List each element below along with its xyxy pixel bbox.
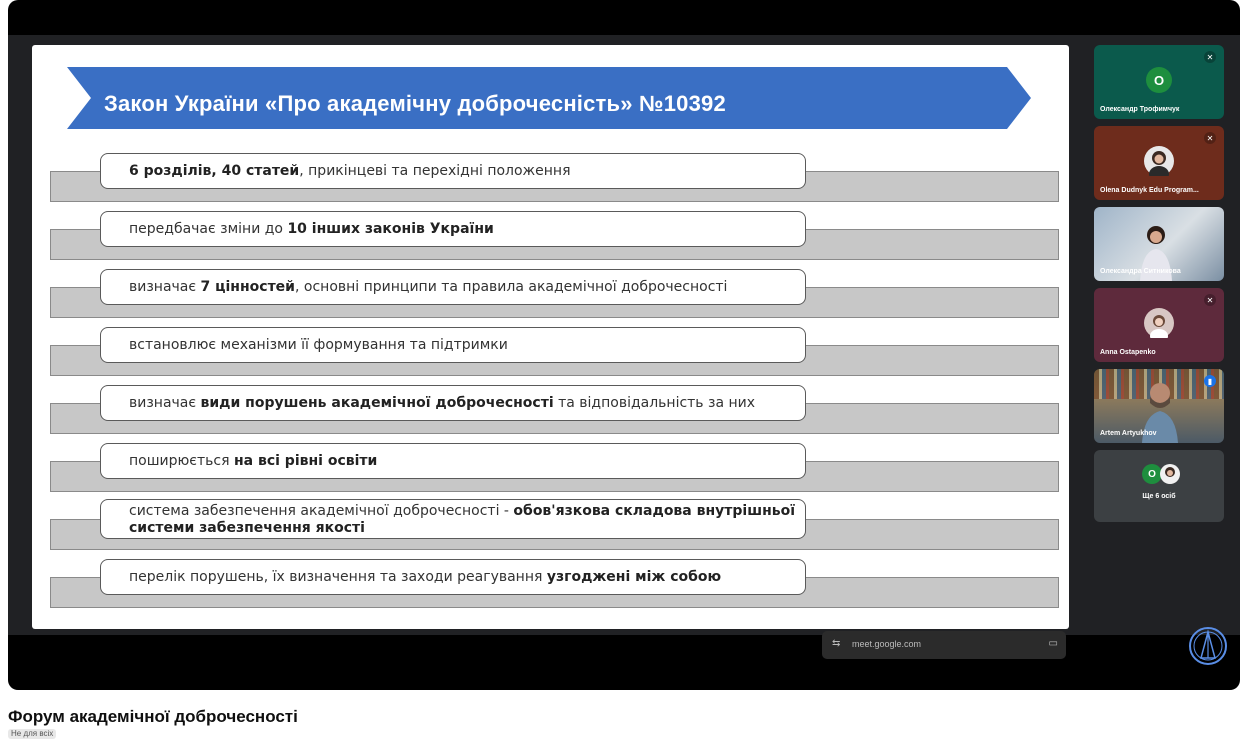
video-title[interactable]: Форум академічної доброчесності [8,707,298,726]
slide-item [32,501,1069,557]
slide-item [32,559,1069,615]
avatar: О [1146,67,1172,93]
participant-tile[interactable] [1094,126,1224,200]
avatar [1144,146,1174,176]
slide-item [32,327,1069,383]
slide-item [32,385,1069,441]
participant-video-tile[interactable] [1094,369,1224,443]
participant-name: Олександр Трофимчук [1100,106,1180,113]
slide-item-text-part: визначає [129,394,201,411]
slide-item-emphasis: 6 розділів, 40 статей [129,162,300,179]
slide-item-text-part: перелік порушень, їх визначення та заходи реагування [129,568,547,585]
slide-item-emphasis: 10 інших законів України [287,220,494,237]
participant-name: Олександра Ситникова [1100,268,1181,275]
slide-item-text [129,503,805,537]
slide-item [32,211,1069,267]
slide-item-box [100,443,806,479]
slide-title: Закон України «Про академічну доброчесність» №10392 [104,91,726,116]
meet-stage [8,35,1240,649]
slide-item-text [129,279,727,296]
browser-sharing-bar[interactable] [822,631,1066,659]
avatar [1160,464,1180,484]
university-logo-icon [1188,626,1228,666]
slide-item-emphasis: види порушень академічної доброчесності [200,394,554,411]
slide-item-emphasis: на всі рівні освіти [233,452,378,469]
avatar [1144,308,1174,338]
slide-item-text-part: поширюється [129,452,234,469]
slide-item-text-part: система забезпечення академічної доброчесності - [129,502,514,519]
mic-muted-icon: ✕ [1204,294,1216,306]
slide-item-text-part: та відповідальність за них [553,394,756,411]
slide-item-box [100,211,806,247]
slide-item [32,443,1069,499]
slide-item-text [129,453,377,470]
presentation-slide [32,45,1069,629]
more-participants-tile[interactable] [1094,450,1224,522]
slide-item-box [100,385,806,421]
avatar: О [1142,464,1162,484]
slide-item-emphasis: обов'язкова складова внутрішньої системи забезпечення якості [129,502,796,536]
slide-item-text [129,395,755,412]
slide-item-box [100,153,806,189]
participant-tile[interactable] [1094,288,1224,362]
url-text: meet.google.com [852,639,922,649]
slide-item-text [129,163,571,180]
slide-item-text [129,221,494,238]
slide-item-text [129,337,508,354]
slide-item-emphasis: 7 цінностей [200,278,295,295]
slide-item [32,269,1069,325]
slide-item-emphasis: узгоджені між собою [546,568,722,585]
slide-item-text-part: , основні принципи та правила академічної доброчесності [295,278,728,295]
speaking-indicator-icon: ▮ [1204,375,1216,387]
mic-muted-icon: ✕ [1204,51,1216,63]
mic-muted-icon: ✕ [1204,132,1216,144]
slide-item [32,153,1069,209]
visibility-badge: Не для всіх [8,729,56,739]
slide-item-box [100,327,806,363]
participant-name: Artem Artyukhov [1100,430,1157,437]
participant-name: Olena Dudnyk Edu Program... [1100,187,1199,194]
participant-name: Anna Ostapenko [1100,349,1156,356]
video-player[interactable] [8,0,1240,690]
slide-item-text-part: визначає [129,278,201,295]
slide-item-text-part: передбачає зміни до [129,220,288,237]
tune-icon: ⇆ [832,638,841,649]
slide-item-box [100,269,806,305]
participant-tile[interactable] [1094,45,1224,119]
slide-item-box [100,559,806,595]
camera-icon[interactable]: ▭ [1048,638,1058,649]
participant-video-tile[interactable] [1094,207,1224,281]
slide-item-text-part: , прикінцеві та перехідні положення [299,162,571,179]
slide-item-text [129,569,721,586]
slide-item-text-part: встановлює механізми її формування та підтримки [129,336,508,353]
slide-item-box [100,499,806,539]
participant-name: Ще 6 осіб [1142,493,1176,500]
